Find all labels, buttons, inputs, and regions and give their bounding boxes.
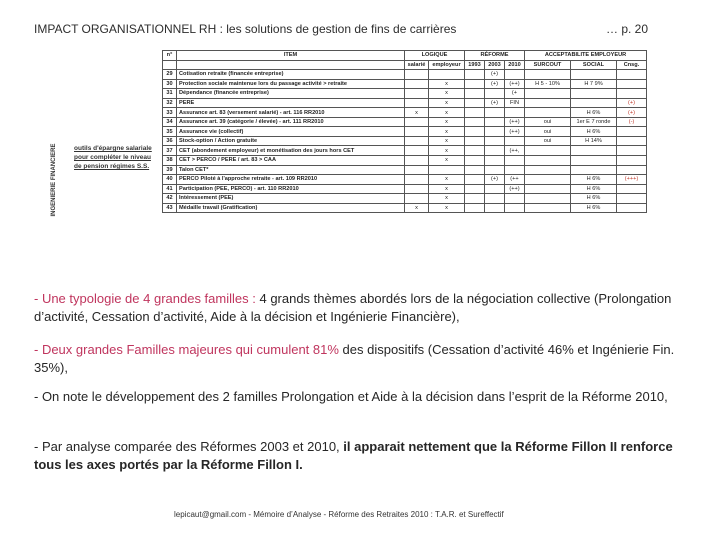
cell-cn <box>617 156 647 166</box>
cell-r93 <box>465 89 485 99</box>
cell-soc: H 6% <box>571 194 617 204</box>
col-item: ITEM <box>177 51 405 61</box>
cell-n: 34 <box>163 117 177 127</box>
col-employeur: employeur <box>429 60 465 70</box>
cell-n: 37 <box>163 146 177 156</box>
cell-emp: x <box>429 98 465 108</box>
cell-emp: x <box>429 203 465 213</box>
cell-emp: x <box>429 156 465 166</box>
cell-n: 30 <box>163 79 177 89</box>
cell-n: 36 <box>163 136 177 146</box>
cell-r03 <box>485 156 505 166</box>
cell-sal <box>405 127 429 137</box>
table-row <box>163 203 647 213</box>
cell-r03 <box>485 184 505 194</box>
cell-emp: x <box>429 136 465 146</box>
table-row <box>163 98 647 108</box>
cell-r93 <box>465 203 485 213</box>
cell-emp <box>429 70 465 80</box>
cell-sur <box>525 184 571 194</box>
cell-n: 29 <box>163 70 177 80</box>
cell-soc: H 6% <box>571 203 617 213</box>
cell-item: PERE <box>177 98 405 108</box>
cell-sur: H 5 - 10% <box>525 79 571 89</box>
table-row <box>163 146 647 156</box>
col-reforme: RÉFORME <box>465 51 525 61</box>
cell-soc <box>571 146 617 156</box>
cell-soc <box>571 70 617 80</box>
cell-sur <box>525 98 571 108</box>
cell-cn: (+) <box>617 98 647 108</box>
cell-item: PERCO Piloté à l'approche retraite - art. 109 RR2010 <box>177 175 405 185</box>
cell-r03 <box>485 136 505 146</box>
cell-soc: H 6% <box>571 127 617 137</box>
table-image <box>44 47 694 257</box>
cell-r03 <box>485 108 505 118</box>
table-row <box>163 117 647 127</box>
cell-r03 <box>485 89 505 99</box>
table-row <box>163 108 647 118</box>
table-row <box>163 184 647 194</box>
cell-r03 <box>485 194 505 204</box>
paragraph-developpement: - On note le développement des 2 familles Prolongation et Aide à la décision dans l’esprit de la Réforme 2010, <box>34 389 668 404</box>
cell-r93 <box>465 136 485 146</box>
cell-r93 <box>465 70 485 80</box>
cell-sur <box>525 156 571 166</box>
cell-emp <box>429 165 465 175</box>
cell-r93 <box>465 146 485 156</box>
cell-n: 38 <box>163 156 177 166</box>
cell-r10 <box>505 165 525 175</box>
cell-r93 <box>465 156 485 166</box>
cell-r93 <box>465 108 485 118</box>
cell-emp: x <box>429 117 465 127</box>
cell-item: Talon CET* <box>177 165 405 175</box>
cell-item: CET > PERCO / PERE / art. 83 > CAA <box>177 156 405 166</box>
cell-soc <box>571 89 617 99</box>
cell-sal <box>405 79 429 89</box>
cell-r10 <box>505 136 525 146</box>
cell-r10: (++ <box>505 175 525 185</box>
col-acceptabilite: ACCEPTABILITE EMPLOYEUR <box>525 51 647 61</box>
cell-cn <box>617 194 647 204</box>
measures-table <box>162 50 647 213</box>
cell-sal <box>405 146 429 156</box>
cell-cn <box>617 70 647 80</box>
cell-n: 39 <box>163 165 177 175</box>
cell-sal <box>405 194 429 204</box>
cell-r10: (+ <box>505 89 525 99</box>
cell-item: Cotisation retraite (financée entreprise) <box>177 70 405 80</box>
cell-r10 <box>505 70 525 80</box>
cell-cn <box>617 184 647 194</box>
cell-r93 <box>465 98 485 108</box>
cell-item: Intéressement (PEE) <box>177 194 405 204</box>
cell-r10 <box>505 156 525 166</box>
cell-sur: oui <box>525 136 571 146</box>
cell-sur <box>525 89 571 99</box>
cell-item: Assurance vie (collectif) <box>177 127 405 137</box>
col-surcout: SURCOUT <box>525 60 571 70</box>
cell-emp: x <box>429 108 465 118</box>
table-row <box>163 70 647 80</box>
cell-emp: x <box>429 184 465 194</box>
cell-item: Assurance art. 39 (catégorie / élevée) - art. 111 RR2010 <box>177 117 405 127</box>
cell-r10: FIN <box>505 98 525 108</box>
cell-item: Participation (PEE, PERCO) - art. 110 RR2010 <box>177 184 405 194</box>
cell-sur: oui <box>525 117 571 127</box>
cell-sur <box>525 165 571 175</box>
table-row <box>163 156 647 166</box>
cell-sur <box>525 108 571 118</box>
cell-sal <box>405 98 429 108</box>
cell-n: 40 <box>163 175 177 185</box>
cell-soc: H 6% <box>571 175 617 185</box>
cell-emp: x <box>429 79 465 89</box>
cell-r10 <box>505 203 525 213</box>
cell-r03 <box>485 165 505 175</box>
cell-cn: (+) <box>617 108 647 118</box>
cell-cn: (+++) <box>617 175 647 185</box>
footer: lepicaut@gmail.com - Mémoire d’Analyse - Réforme des Retraites 2010 : T.A.R. et Sureffectif <box>174 510 504 519</box>
cell-item: Stock-option / Action gratuite <box>177 136 405 146</box>
cell-sal <box>405 136 429 146</box>
cell-cn <box>617 89 647 99</box>
col-cnsg: Cnsg. <box>617 60 647 70</box>
cell-emp: x <box>429 175 465 185</box>
cell-r93 <box>465 79 485 89</box>
paragraph-familles: - Deux grandes Familles majeures qui cumulent 81% des dispositifs (Cessation d’activité 46% et Ingénierie Fin. 35%), <box>34 342 675 375</box>
col-1993: 1993 <box>465 60 485 70</box>
side-label: INGENIERIE FINANCIERE <box>51 143 57 217</box>
cell-sur <box>525 194 571 204</box>
cell-cn <box>617 203 647 213</box>
cell-item: Assurance art. 83 (versement salarié) - art. 116 RR2010 <box>177 108 405 118</box>
cell-cn <box>617 127 647 137</box>
cell-n: 32 <box>163 98 177 108</box>
cell-r03: (+) <box>485 175 505 185</box>
cell-r10: (++, <box>505 146 525 156</box>
cell-cn <box>617 165 647 175</box>
cell-n: 35 <box>163 127 177 137</box>
cell-r10: (++) <box>505 184 525 194</box>
cell-r03: (+) <box>485 79 505 89</box>
page-reference: … p. 20 <box>606 22 649 36</box>
cell-n: 42 <box>163 194 177 204</box>
cell-sal <box>405 165 429 175</box>
cell-item: CET (abondement employeur) et monétisation des jours hors CET <box>177 146 405 156</box>
cell-soc: H 7 9% <box>571 79 617 89</box>
cell-soc: 1er E 7 ronde <box>571 117 617 127</box>
cell-cn <box>617 136 647 146</box>
cell-r93 <box>465 175 485 185</box>
cell-n: 41 <box>163 184 177 194</box>
cell-n: 33 <box>163 108 177 118</box>
table-row <box>163 79 647 89</box>
table-row <box>163 89 647 99</box>
cell-sal <box>405 117 429 127</box>
table-row <box>163 136 647 146</box>
paragraph-typologie: - Une typologie de 4 grandes familles : 4 grands thèmes abordés lors de la négociation collective (Prolongation d’activité, Cessation d’activité, Aide à la décision et Ingénierie Financière), <box>34 291 672 324</box>
table-row <box>163 175 647 185</box>
cell-r03 <box>485 117 505 127</box>
cell-sal: x <box>405 203 429 213</box>
cell-sur <box>525 146 571 156</box>
cell-emp: x <box>429 127 465 137</box>
cell-r93 <box>465 127 485 137</box>
cell-sal <box>405 175 429 185</box>
cell-sur <box>525 70 571 80</box>
cell-soc <box>571 156 617 166</box>
cell-r10 <box>505 108 525 118</box>
cell-soc <box>571 165 617 175</box>
cell-r10: (++) <box>505 127 525 137</box>
group-label: outils d'épargne salariale pour compléter le niveau de pension régimes S.S. <box>74 145 152 170</box>
cell-r03: (+) <box>485 98 505 108</box>
cell-sal <box>405 156 429 166</box>
col-n: n° <box>163 51 177 61</box>
cell-item: Protection sociale maintenue lors du passage activité > retraite <box>177 79 405 89</box>
cell-cn <box>617 79 647 89</box>
cell-emp: x <box>429 89 465 99</box>
cell-n: 43 <box>163 203 177 213</box>
cell-r03 <box>485 203 505 213</box>
cell-r93 <box>465 165 485 175</box>
cell-sal <box>405 184 429 194</box>
cell-r10: (++) <box>505 79 525 89</box>
cell-soc <box>571 98 617 108</box>
table-row <box>163 165 647 175</box>
cell-r03: (+) <box>485 70 505 80</box>
cell-n: 31 <box>163 89 177 99</box>
cell-emp: x <box>429 194 465 204</box>
cell-r93 <box>465 117 485 127</box>
table-row <box>163 194 647 204</box>
cell-r10: (++) <box>505 117 525 127</box>
cell-sal <box>405 70 429 80</box>
col-salarie: salarié <box>405 60 429 70</box>
cell-soc: H 6% <box>571 108 617 118</box>
cell-sur <box>525 203 571 213</box>
cell-soc: H 14% <box>571 136 617 146</box>
page-title: IMPACT ORGANISATIONNEL RH : les solutions de gestion de fins de carrières <box>34 22 457 36</box>
cell-item: Médaille travail (Gratification) <box>177 203 405 213</box>
cell-sur: oui <box>525 127 571 137</box>
col-social: SOCIAL <box>571 60 617 70</box>
col-2003: 2003 <box>485 60 505 70</box>
cell-soc: H 6% <box>571 184 617 194</box>
cell-r03 <box>485 146 505 156</box>
cell-emp: x <box>429 146 465 156</box>
cell-cn: (-) <box>617 117 647 127</box>
cell-sal <box>405 89 429 99</box>
cell-item: Dépendance (financée entreprise) <box>177 89 405 99</box>
cell-r93 <box>465 184 485 194</box>
cell-r10 <box>505 194 525 204</box>
cell-cn <box>617 146 647 156</box>
cell-sal: x <box>405 108 429 118</box>
cell-r03 <box>485 127 505 137</box>
col-logique: LOGIQUE <box>405 51 465 61</box>
table-row <box>163 127 647 137</box>
paragraph-analyse: - Par analyse comparée des Réformes 2003 et 2010, il apparait nettement que la Réforme Fillon II renforce tous les axes portés par la Réforme Fillon I. <box>34 439 673 472</box>
cell-sur <box>525 175 571 185</box>
col-2010: 2010 <box>505 60 525 70</box>
cell-r93 <box>465 194 485 204</box>
